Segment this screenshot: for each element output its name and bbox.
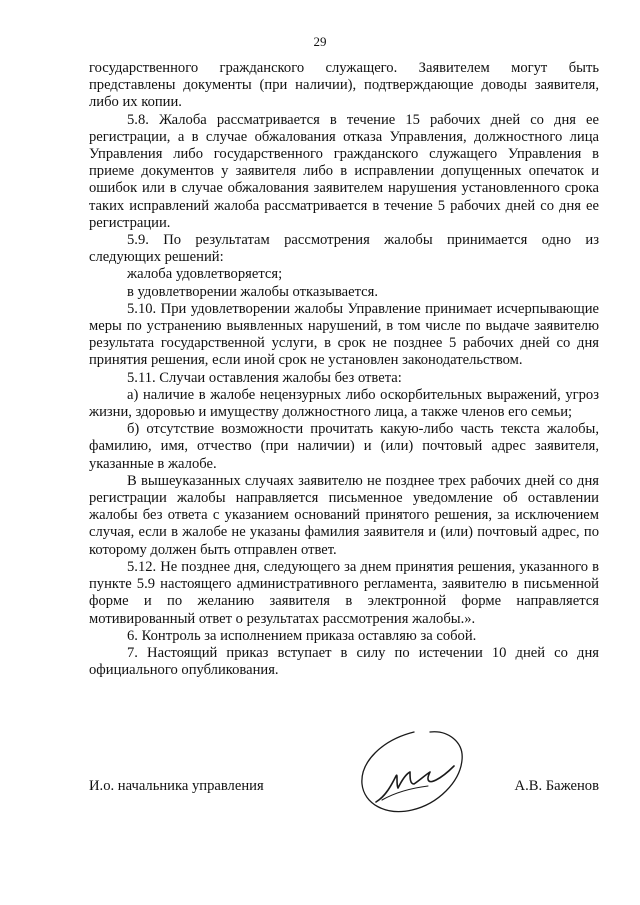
paragraph-5-11: 5.11. Случаи оставления жалобы без ответа: — [127, 369, 402, 386]
decision-option-rejected: в удовлетворении жалобы отказывается. — [127, 283, 379, 300]
paragraph-5-11-a: а) наличие в жалобе нецензурных либо оскорбительных выражений, угроз жизни, здоровью и имуществу должностного лица, а также членов его семьи; — [89, 386, 599, 421]
signature-block — [89, 778, 599, 798]
paragraph-5-8: 5.8. Жалоба рассматривается в течение 15 рабочих дней со дня ее регистрации, а в случае обжалования отказа Управления, должностного лица Управления либо государственного гражданского служащего Управления в приеме документов у заявителя либо в исправлении допущенных опечаток и ошибок или в случае обжалования заявителем нарушения установленного срока таких исправлений жалоба рассматривается в течение 5 рабочих дней со дня ее регистрации. — [89, 111, 599, 231]
paragraph-5-9: 5.9. По результатам рассмотрения жалобы принимается одно из следующих решений: — [89, 232, 599, 266]
signatory-name: А.В. Баженов — [514, 778, 599, 794]
document-body — [89, 60, 599, 679]
paragraph-5-12: 5.12. Не позднее дня, следующего за днем принятия решения, указанного в пункте 5.9 настоящего административного регламента, заявителю в письменной форме и по желанию заявителя в электронной форме направляется мотивированный ответ о результатах рассмотрения жалобы.». — [89, 558, 599, 627]
page-number: 29 — [313, 34, 327, 49]
paragraph-notification: В вышеуказанных случаях заявителю не позднее трех рабочих дней со дня регистрации жалобы направляется письменное уведомление об оставлении жалобы без ответа с указанием оснований принятого решения, за исключением случая, если в жалобе не указаны фамилия заявителя и (или) почтовый адрес, по которому должен быть отправлен ответ. — [89, 472, 599, 558]
handwritten-signature — [352, 722, 472, 822]
paragraph-7: 7. Настоящий приказ вступает в силу по истечении 10 дней со дня официального опубликования. — [89, 644, 599, 679]
paragraph-6: 6. Контроль за исполнением приказа оставляю за собой. — [127, 627, 477, 644]
paragraph-continuation: государственного гражданского служащего. Заявителем могут быть представлены документы (при наличии), подтверждающие доводы заявителя, либо их копии. — [89, 60, 599, 111]
paragraph-5-11-b: б) отсутствие возможности прочитать какую-либо часть текста жалобы, фамилию, имя, отчество (при наличии) и (или) почтовый адрес заявителя, указанные в жалобе. — [89, 421, 599, 472]
decision-option-satisfied: жалоба удовлетворяется; — [127, 266, 283, 283]
signatory-title: И.о. начальника управления — [89, 778, 264, 794]
paragraph-5-10: 5.10. При удовлетворении жалобы Управление принимает исчерпывающие меры по устранению выявленных нарушений, в том числе по выдаче заявителю результата государственной услуги, в срок не позднее 5 рабочих дней со дня принятия решения, если иной срок не установлен законодательством. — [89, 300, 599, 369]
